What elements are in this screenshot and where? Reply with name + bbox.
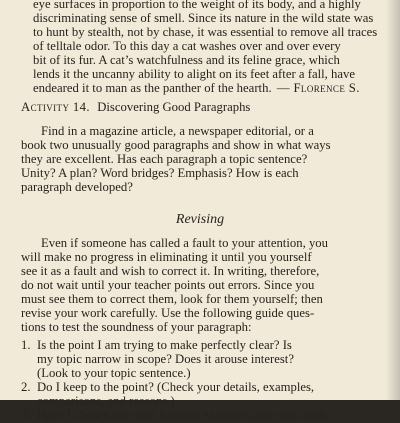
section-heading: Revising	[175, 212, 225, 227]
section-line: must see them to correct them, look for them yourself; then	[21, 292, 323, 306]
author-signature: — Florence S.	[276, 81, 360, 95]
section-line: see it as a fault and wish to correct it. In writing, therefore,	[21, 264, 320, 278]
question-line: (Look to your topic sentence.)	[37, 366, 191, 380]
activity-label: Activity 14.	[21, 100, 90, 114]
question-line: Have I chosen the most forceful examples, the most strik-	[37, 408, 331, 422]
prev-paragraph-text: endeared it to man as the panther of the hearth.	[33, 81, 272, 95]
question-line: Do I keep to the point? (Check your details, examples,	[37, 380, 315, 394]
prev-paragraph-line: discriminating sense of smell. Since its nature in the wild state was	[33, 11, 374, 25]
activity-line: they are excellent. Has each paragraph a topic sentence?	[21, 152, 308, 166]
prev-paragraph-line: bit of its fur. A cat’s watchfulness and its feline grace, which	[33, 53, 340, 67]
section-line: will make no progress in eliminating it until you yourself	[21, 250, 312, 264]
activity-title: Discovering Good Paragraphs	[97, 100, 251, 114]
section-line: Even if someone has called a fault to your attention, you	[41, 236, 329, 250]
activity-line: paragraph developed?	[21, 180, 133, 194]
prev-paragraph-line: lends it the uncanny ability to alight on its feet after a fall, have	[33, 67, 356, 81]
activity-line: Unity? A plan? Word bridges? Emphasis? How is each	[21, 166, 299, 180]
question-number: 3.	[21, 408, 31, 422]
section-line: revise your work carefully. Use the following guide ques-	[21, 306, 315, 320]
section-line: tions to test the soundness of your paragraph:	[21, 320, 252, 334]
activity-heading	[21, 100, 250, 114]
question-line: Is the point I am trying to make perfectly clear? Is	[37, 338, 292, 352]
prev-paragraph-line: eye surfaces in proportion to the weight of its body, and a highly	[33, 0, 361, 11]
prev-paragraph-line: to hunt by stealth, not by chase, it was essential to remove all traces	[33, 25, 378, 39]
question-line: my topic narrow in scope? Does it arouse interest?	[37, 352, 294, 366]
activity-line: book two unusually good paragraphs and show in what ways	[21, 138, 331, 152]
question-number: 2.	[21, 380, 31, 394]
section-line: do not wait until your teacher points out errors. Since you	[21, 278, 315, 292]
activity-line: Find in a magazine article, a newspaper editorial, or a	[41, 124, 314, 138]
prev-paragraph-last-line	[33, 81, 360, 95]
question-line: comparisons, and reasons.)	[37, 394, 175, 408]
prev-paragraph-line: of telltale odor. To this day a cat washes over and over every	[33, 39, 341, 53]
question-number: 1.	[21, 338, 31, 352]
